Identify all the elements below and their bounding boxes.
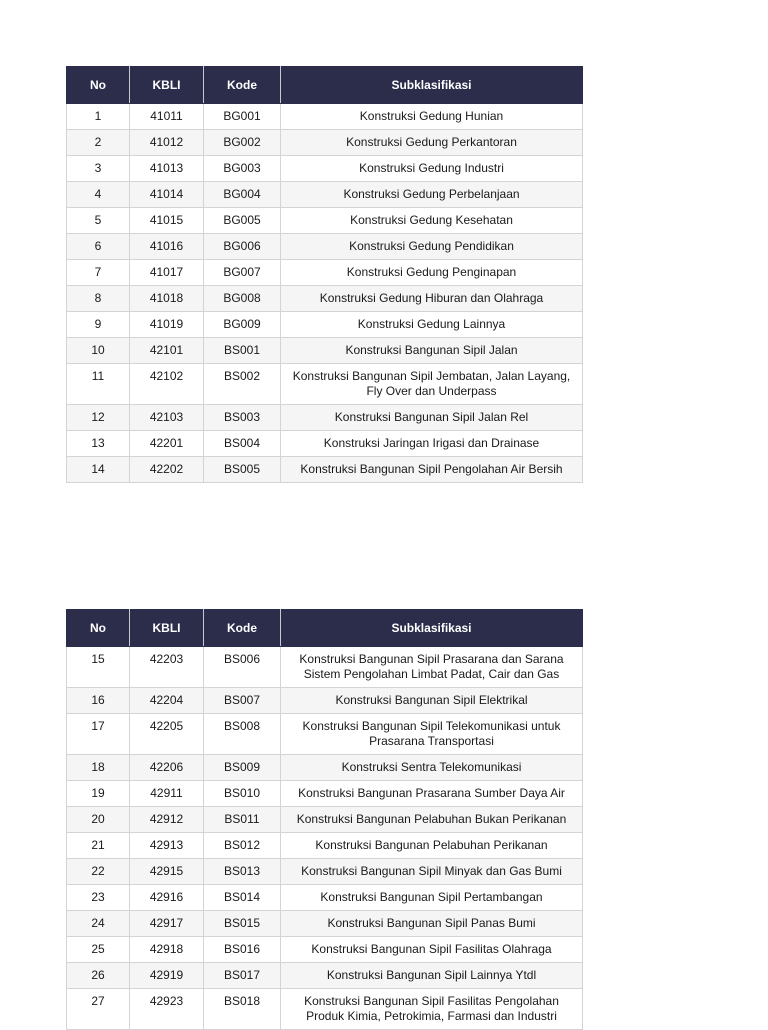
cell-kode: BG004 xyxy=(204,182,281,208)
cell-no: 25 xyxy=(67,937,130,963)
table-row xyxy=(67,286,583,312)
table-row xyxy=(67,911,583,937)
table-row xyxy=(67,833,583,859)
cell-kode: BS018 xyxy=(204,989,281,1030)
cell-kode: BS017 xyxy=(204,963,281,989)
cell-kbli: 41012 xyxy=(130,130,204,156)
cell-no: 18 xyxy=(67,755,130,781)
cell-subklasifikasi: Konstruksi Gedung Penginapan xyxy=(281,260,583,286)
cell-kbli: 41013 xyxy=(130,156,204,182)
cell-no: 23 xyxy=(67,885,130,911)
cell-kode: BS016 xyxy=(204,937,281,963)
table-row xyxy=(67,182,583,208)
cell-kode: BS015 xyxy=(204,911,281,937)
header-kode: Kode xyxy=(204,67,281,104)
cell-kode: BS012 xyxy=(204,833,281,859)
cell-kbli: 41015 xyxy=(130,208,204,234)
cell-kode: BG009 xyxy=(204,312,281,338)
cell-kode: BG006 xyxy=(204,234,281,260)
cell-no: 21 xyxy=(67,833,130,859)
table-body xyxy=(67,104,583,483)
cell-subklasifikasi: Konstruksi Gedung Kesehatan xyxy=(281,208,583,234)
cell-kode: BS003 xyxy=(204,405,281,431)
header-no: No xyxy=(67,67,130,104)
cell-no: 11 xyxy=(67,364,130,405)
cell-kode: BS004 xyxy=(204,431,281,457)
cell-kbli: 42919 xyxy=(130,963,204,989)
cell-kbli: 42917 xyxy=(130,911,204,937)
cell-subklasifikasi: Konstruksi Jaringan Irigasi dan Drainase xyxy=(281,431,583,457)
table-row xyxy=(67,714,583,755)
cell-subklasifikasi: Konstruksi Gedung Industri xyxy=(281,156,583,182)
cell-no: 22 xyxy=(67,859,130,885)
cell-subklasifikasi: Konstruksi Bangunan Sipil Jalan Rel xyxy=(281,405,583,431)
cell-kbli: 42204 xyxy=(130,688,204,714)
table-row xyxy=(67,364,583,405)
table-row xyxy=(67,338,583,364)
cell-kbli: 42915 xyxy=(130,859,204,885)
cell-kbli: 42918 xyxy=(130,937,204,963)
cell-kbli: 42103 xyxy=(130,405,204,431)
cell-kbli: 42206 xyxy=(130,755,204,781)
cell-kbli: 42203 xyxy=(130,647,204,688)
cell-kode: BS005 xyxy=(204,457,281,483)
cell-subklasifikasi: Konstruksi Bangunan Sipil Elektrikal xyxy=(281,688,583,714)
cell-kbli: 41019 xyxy=(130,312,204,338)
table-row xyxy=(67,156,583,182)
table-header-row xyxy=(67,67,583,104)
cell-no: 5 xyxy=(67,208,130,234)
cell-no: 12 xyxy=(67,405,130,431)
cell-kbli: 42913 xyxy=(130,833,204,859)
table-row xyxy=(67,963,583,989)
table-row xyxy=(67,104,583,130)
cell-no: 26 xyxy=(67,963,130,989)
table-row xyxy=(67,234,583,260)
cell-no: 1 xyxy=(67,104,130,130)
cell-kode: BG005 xyxy=(204,208,281,234)
cell-kode: BS014 xyxy=(204,885,281,911)
cell-kbli: 41017 xyxy=(130,260,204,286)
cell-no: 7 xyxy=(67,260,130,286)
table-row xyxy=(67,405,583,431)
cell-subklasifikasi: Konstruksi Bangunan Sipil Pertambangan xyxy=(281,885,583,911)
cell-no: 6 xyxy=(67,234,130,260)
table-row xyxy=(67,647,583,688)
cell-kbli: 42923 xyxy=(130,989,204,1030)
cell-kode: BG007 xyxy=(204,260,281,286)
cell-kbli: 42102 xyxy=(130,364,204,405)
cell-subklasifikasi: Konstruksi Bangunan Sipil Fasilitas Olahraga xyxy=(281,937,583,963)
header-kbli: KBLI xyxy=(130,67,204,104)
header-no: No xyxy=(67,610,130,647)
cell-subklasifikasi: Konstruksi Bangunan Prasarana Sumber Daya Air xyxy=(281,781,583,807)
cell-subklasifikasi: Konstruksi Gedung Hunian xyxy=(281,104,583,130)
cell-kode: BS009 xyxy=(204,755,281,781)
header-kbli: KBLI xyxy=(130,610,204,647)
cell-kbli: 41014 xyxy=(130,182,204,208)
cell-kbli: 42101 xyxy=(130,338,204,364)
table-header-row xyxy=(67,610,583,647)
cell-no: 27 xyxy=(67,989,130,1030)
cell-kbli: 42205 xyxy=(130,714,204,755)
cell-kode: BG008 xyxy=(204,286,281,312)
cell-subklasifikasi: Konstruksi Bangunan Pelabuhan Bukan Perikanan xyxy=(281,807,583,833)
cell-kode: BS002 xyxy=(204,364,281,405)
cell-no: 13 xyxy=(67,431,130,457)
cell-subklasifikasi: Konstruksi Bangunan Sipil Pengolahan Air Bersih xyxy=(281,457,583,483)
cell-kode: BS008 xyxy=(204,714,281,755)
cell-kode: BS010 xyxy=(204,781,281,807)
cell-kbli: 42916 xyxy=(130,885,204,911)
cell-kode: BG002 xyxy=(204,130,281,156)
cell-kode: BG003 xyxy=(204,156,281,182)
cell-no: 9 xyxy=(67,312,130,338)
header-subklasifikasi: Subklasifikasi xyxy=(281,610,583,647)
cell-no: 24 xyxy=(67,911,130,937)
cell-no: 2 xyxy=(67,130,130,156)
cell-kbli: 42202 xyxy=(130,457,204,483)
table-row xyxy=(67,208,583,234)
cell-subklasifikasi: Konstruksi Bangunan Sipil Lainnya Ytdl xyxy=(281,963,583,989)
table-row xyxy=(67,755,583,781)
kbli-table-2 xyxy=(66,609,583,1030)
cell-subklasifikasi: Konstruksi Bangunan Sipil Jembatan, Jalan Layang, Fly Over dan Underpass xyxy=(281,364,583,405)
cell-kode: BG001 xyxy=(204,104,281,130)
cell-no: 16 xyxy=(67,688,130,714)
cell-no: 15 xyxy=(67,647,130,688)
cell-kbli: 42911 xyxy=(130,781,204,807)
cell-no: 8 xyxy=(67,286,130,312)
cell-kode: BS007 xyxy=(204,688,281,714)
cell-subklasifikasi: Konstruksi Sentra Telekomunikasi xyxy=(281,755,583,781)
cell-no: 20 xyxy=(67,807,130,833)
cell-subklasifikasi: Konstruksi Gedung Lainnya xyxy=(281,312,583,338)
cell-subklasifikasi: Konstruksi Gedung Hiburan dan Olahraga xyxy=(281,286,583,312)
cell-no: 19 xyxy=(67,781,130,807)
header-kode: Kode xyxy=(204,610,281,647)
cell-kbli: 42201 xyxy=(130,431,204,457)
table-row xyxy=(67,431,583,457)
cell-kode: BS013 xyxy=(204,859,281,885)
cell-kode: BS006 xyxy=(204,647,281,688)
cell-kbli: 41018 xyxy=(130,286,204,312)
table-row xyxy=(67,989,583,1030)
table-row xyxy=(67,807,583,833)
table-row xyxy=(67,260,583,286)
table-row xyxy=(67,312,583,338)
cell-subklasifikasi: Konstruksi Bangunan Sipil Fasilitas Pengolahan Produk Kimia, Petrokimia, Farmasi dan Industri xyxy=(281,989,583,1030)
table-row xyxy=(67,937,583,963)
cell-no: 3 xyxy=(67,156,130,182)
table-row xyxy=(67,859,583,885)
cell-kbli: 41016 xyxy=(130,234,204,260)
table-row xyxy=(67,688,583,714)
cell-subklasifikasi: Konstruksi Bangunan Sipil Jalan xyxy=(281,338,583,364)
cell-subklasifikasi: Konstruksi Bangunan Sipil Minyak dan Gas Bumi xyxy=(281,859,583,885)
table-row xyxy=(67,130,583,156)
cell-subklasifikasi: Konstruksi Bangunan Pelabuhan Perikanan xyxy=(281,833,583,859)
cell-kode: BS001 xyxy=(204,338,281,364)
cell-no: 17 xyxy=(67,714,130,755)
cell-subklasifikasi: Konstruksi Gedung Perbelanjaan xyxy=(281,182,583,208)
cell-subklasifikasi: Konstruksi Bangunan Sipil Telekomunikasi untuk Prasarana Transportasi xyxy=(281,714,583,755)
table-row xyxy=(67,457,583,483)
cell-subklasifikasi: Konstruksi Bangunan Sipil Prasarana dan Sarana Sistem Pengolahan Limbat Padat, Cair dan Gas xyxy=(281,647,583,688)
kbli-table-1 xyxy=(66,66,583,483)
cell-subklasifikasi: Konstruksi Gedung Pendidikan xyxy=(281,234,583,260)
cell-kbli: 42912 xyxy=(130,807,204,833)
cell-no: 4 xyxy=(67,182,130,208)
cell-no: 10 xyxy=(67,338,130,364)
cell-no: 14 xyxy=(67,457,130,483)
table-body xyxy=(67,647,583,1030)
cell-subklasifikasi: Konstruksi Bangunan Sipil Panas Bumi xyxy=(281,911,583,937)
header-subklasifikasi: Subklasifikasi xyxy=(281,67,583,104)
table-row xyxy=(67,781,583,807)
cell-kode: BS011 xyxy=(204,807,281,833)
cell-kbli: 41011 xyxy=(130,104,204,130)
cell-subklasifikasi: Konstruksi Gedung Perkantoran xyxy=(281,130,583,156)
table-row xyxy=(67,885,583,911)
